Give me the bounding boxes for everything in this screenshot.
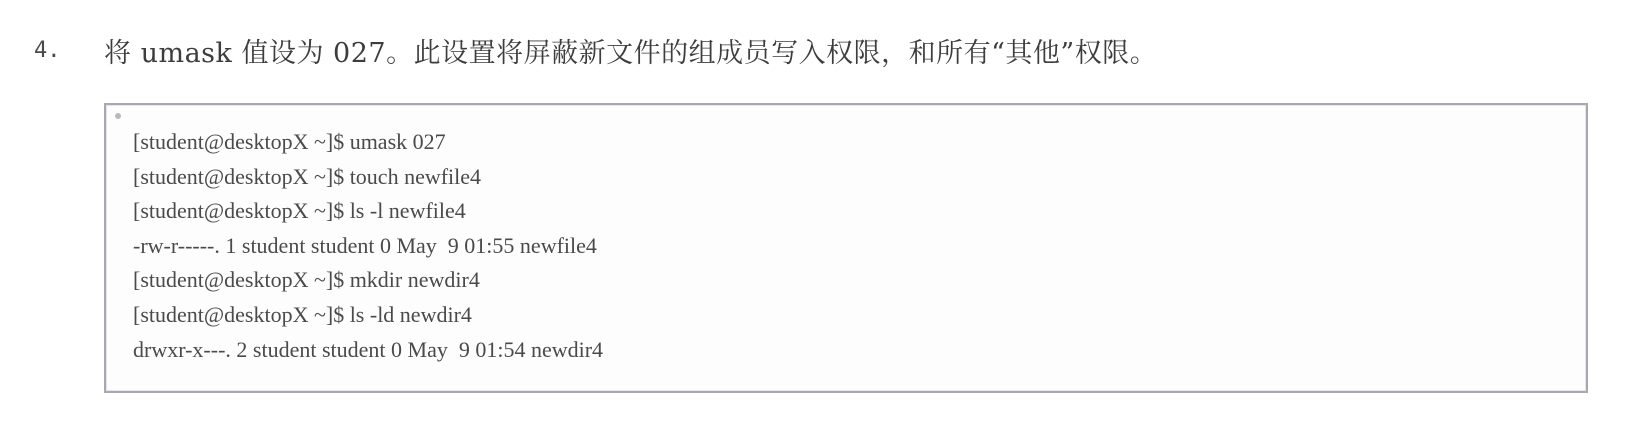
step-number: 4.	[34, 37, 61, 63]
terminal-line-file-listing: -rw-r-----. 1 student student 0 May 9 01:55 newfile4	[133, 232, 597, 258]
terminal-line-touch-command: [student@desktopX ~]$ touch newfile4	[133, 163, 482, 189]
corner-dot	[115, 113, 121, 119]
terminal-line-mkdir-command: [student@desktopX ~]$ mkdir newdir4	[133, 267, 480, 293]
terminal-line-umask-command: [student@desktopX ~]$ umask 027	[133, 129, 446, 154]
terminal-code-block	[104, 103, 1588, 393]
terminal-line-ls-dir-command: [student@desktopX ~]$ ls -ld newdir4	[133, 301, 472, 327]
terminal-line-dir-listing: drwxr-x---. 2 student student 0 May 9 01:54 newdir4	[133, 336, 604, 362]
step-text: 将 umask 值设为 027。此设置将屏蔽新文件的组成员写入权限，和所有“其他”权限。	[104, 37, 1158, 69]
terminal-line-ls-file-command: [student@desktopX ~]$ ls -l newfile4	[133, 198, 466, 224]
step-instruction	[34, 24, 1594, 76]
